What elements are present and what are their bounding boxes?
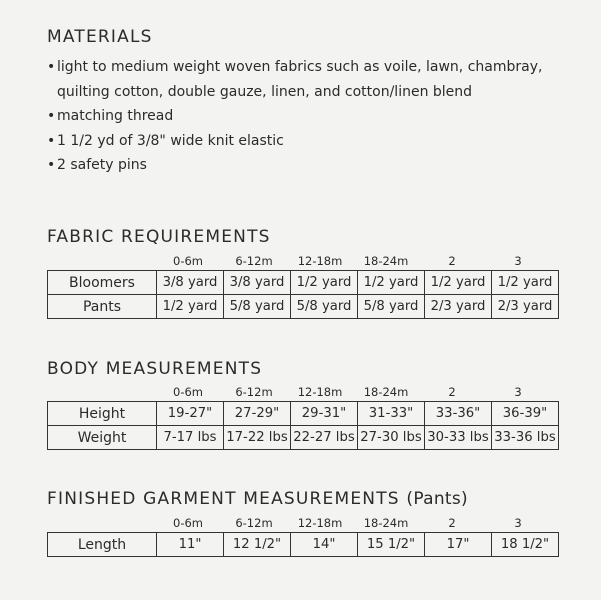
table-cell: 33-36 lbs (492, 426, 559, 450)
table-cell: 19-27" (157, 402, 224, 426)
table-cell: 29-31" (291, 402, 358, 426)
table-cell: 1/2 yard (291, 271, 358, 295)
materials-heading: MATERIALS (47, 27, 153, 47)
table-cell: 7-17 lbs (157, 426, 224, 450)
table-cell: 3/8 yard (224, 271, 291, 295)
fabric-requirements-heading: FABRIC REQUIREMENTS (47, 227, 271, 247)
list-item: • light to medium weight woven fabrics such as voile, lawn, chambray, quilting cotton, double gauze, linen, and cotton/linen blend (47, 55, 587, 104)
table-cell: 11" (157, 533, 224, 557)
table-cell: 27-30 lbs (358, 426, 425, 450)
table-cell: 5/8 yard (358, 295, 425, 319)
table-cell: 31-33" (358, 402, 425, 426)
table-cell: 27-29" (224, 402, 291, 426)
finished-garment-heading (47, 489, 468, 509)
row-label: Length (48, 533, 157, 557)
size-label: 2 (448, 516, 456, 530)
table-cell: 36-39" (492, 402, 559, 426)
table-cell: 5/8 yard (291, 295, 358, 319)
size-label: 0-6m (173, 385, 203, 399)
table-cell: 30-33 lbs (425, 426, 492, 450)
list-item: • 2 safety pins (47, 153, 587, 178)
table-cell: 1/2 yard (425, 271, 492, 295)
size-label: 6-12m (235, 516, 273, 530)
table-cell: 3/8 yard (157, 271, 224, 295)
table-cell: 18 1/2" (492, 533, 559, 557)
finished-garment-table (47, 512, 559, 557)
size-label: 6-12m (235, 385, 273, 399)
table-row (48, 295, 559, 319)
finished-heading-suffix: (Pants) (406, 489, 468, 509)
table-row (48, 271, 559, 295)
row-label: Height (48, 402, 157, 426)
size-header-row (155, 512, 559, 532)
table-row (48, 533, 559, 557)
materials-list (47, 55, 587, 178)
size-header-row (155, 381, 559, 401)
fabric-requirements-table (47, 250, 559, 319)
finished-table-grid (47, 532, 559, 557)
table-cell: 33-36" (425, 402, 492, 426)
table-cell: 17-22 lbs (224, 426, 291, 450)
finished-heading-text: FINISHED GARMENT MEASUREMENTS (47, 489, 400, 509)
table-cell: 5/8 yard (224, 295, 291, 319)
size-label: 18-24m (363, 516, 409, 530)
table-cell: 1/2 yard (358, 271, 425, 295)
row-label: Pants (48, 295, 157, 319)
size-label: 6-12m (235, 254, 273, 268)
size-label: 0-6m (173, 516, 203, 530)
table-cell: 1/2 yard (157, 295, 224, 319)
size-label: 3 (514, 385, 522, 399)
size-label: 2 (448, 385, 456, 399)
list-item: • matching thread (47, 104, 587, 129)
size-label: 3 (514, 254, 522, 268)
list-item: • 1 1/2 yd of 3/8" wide knit elastic (47, 129, 587, 154)
body-table-grid (47, 401, 559, 450)
table-cell: 15 1/2" (358, 533, 425, 557)
table-cell: 1/2 yard (492, 271, 559, 295)
size-label: 0-6m (173, 254, 203, 268)
fabric-table-grid (47, 270, 559, 319)
size-label: 12-18m (297, 516, 343, 530)
size-label: 12-18m (297, 385, 343, 399)
body-measurements-table (47, 381, 559, 450)
size-label: 18-24m (363, 254, 409, 268)
table-row (48, 426, 559, 450)
table-cell: 14" (291, 533, 358, 557)
table-cell: 2/3 yard (492, 295, 559, 319)
size-label: 12-18m (297, 254, 343, 268)
size-label: 2 (448, 254, 456, 268)
size-label: 18-24m (363, 385, 409, 399)
table-row (48, 402, 559, 426)
size-label: 3 (514, 516, 522, 530)
table-cell: 17" (425, 533, 492, 557)
row-label: Weight (48, 426, 157, 450)
size-header-row (155, 250, 559, 270)
row-label: Bloomers (48, 271, 157, 295)
table-cell: 22-27 lbs (291, 426, 358, 450)
table-cell: 2/3 yard (425, 295, 492, 319)
table-cell: 12 1/2" (224, 533, 291, 557)
body-measurements-heading: BODY MEASUREMENTS (47, 359, 263, 379)
